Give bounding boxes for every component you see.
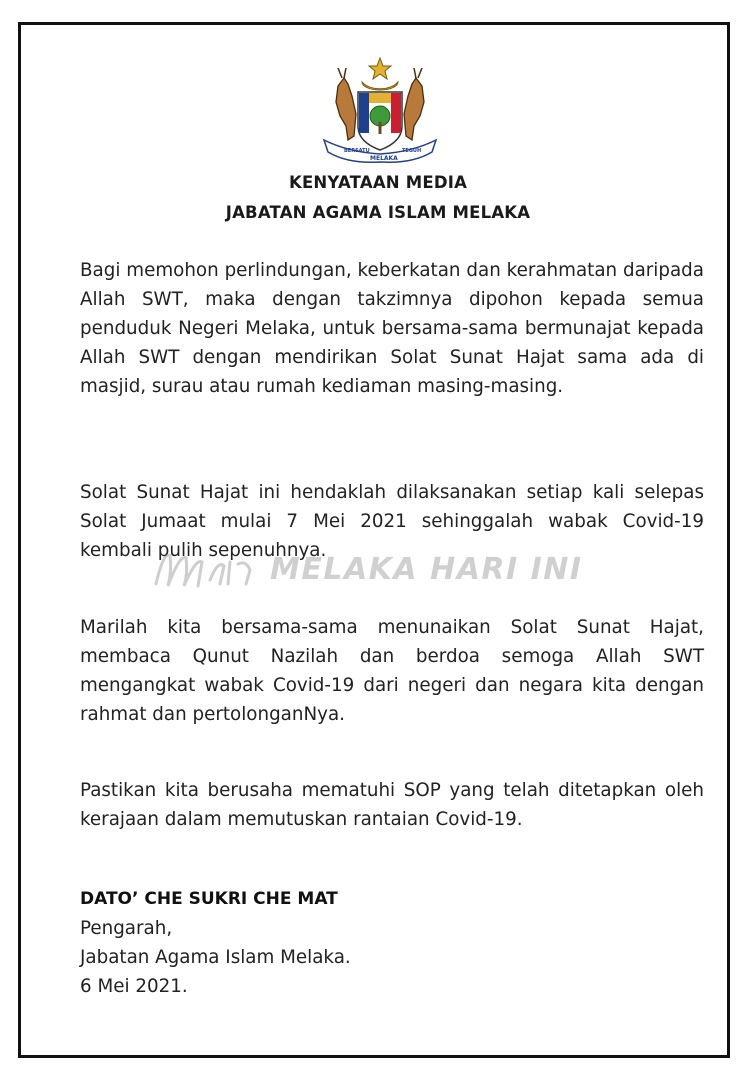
paragraph-3: Marilah kita bersama-sama menunaikan Solat Sunat Hajat, membaca Qunut Nazilah dan berdoa semoga Allah SWT mengangkat wabak Covid-19 dari negeri dan negara kita dengan rahmat dan pertolonganNya. [80,617,704,725]
department-heading: JABATAN AGAMA ISLAM MELAKA [225,203,531,222]
media-statement-heading: KENYATAAN MEDIA [288,173,468,192]
watermark-text: MELAKA HARI INI [270,552,583,587]
statement-date: 6 Mei 2021. [80,976,188,997]
signatory-role: Pengarah, [80,918,173,939]
paragraph-4: Pastikan kita berusaha mematuhi SOP yang telah ditetapkan oleh kerajaan dalam memutuskan rantaian Covid-19. [80,780,704,830]
svg-text:BERSATU: BERSATU [344,148,370,154]
paragraph-1: Bagi memohon perlindungan, keberkatan dan kerahmatan daripada Allah SWT, maka dengan takzimnya dipohon kepada semua penduduk Negeri Melaka, untuk bersama-sama bermunajat kepada Allah SWT dengan mendirikan Solat Sunat Hajat sama ada di masjid, surau atau rumah kediaman masing-masing. [80,260,704,397]
paragraph-2: Solat Sunat Hajat ini hendaklah dilaksanakan setiap kali selepas Solat Jumaat mulai 7 Mei 2021 sehinggalah wabak Covid-19 kembali pulih sepenuhnya. [80,482,704,561]
signatory-department: Jabatan Agama Islam Melaka. [80,947,351,968]
svg-text:TEGUH: TEGUH [402,148,422,154]
melaka-state-crest-icon [318,56,442,164]
svg-text:MELAKA: MELAKA [370,155,398,162]
signatory-name: DATO’ CHE SUKRI CHE MAT [80,889,338,909]
